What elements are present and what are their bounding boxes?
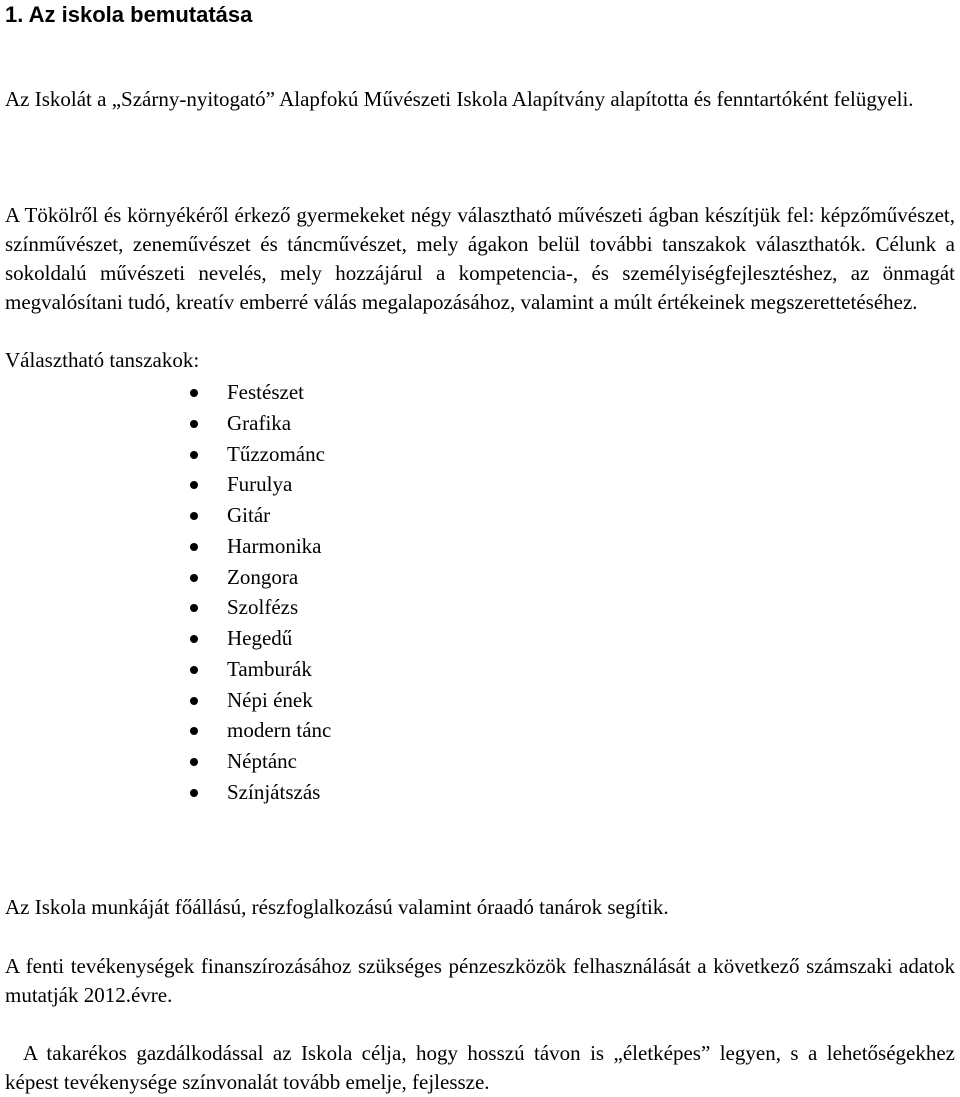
section-heading: 1. Az iskola bemutatása [5,2,253,27]
bullet-icon [190,420,198,428]
bullet-icon [190,543,198,551]
bullet-icon [190,697,198,705]
list-item-label: Népi ének [227,687,313,712]
bullet-icon [190,789,198,797]
bullet-icon [190,666,198,674]
list-item [5,654,605,685]
description-paragraph: A Tökölről és környékéről érkező gyermekeket négy választható művészeti ágban készítjük fel: képzőművészet, színművészet, zeneművészet és táncművészet, mely ágakon belül további tanszakok választhatók. Célunk a sokoldalú művészeti nevelés, mely hozzájárul a kompetencia-, és személyiségfejlesztéshez, az önmagát megvalósítani tudó, kreatív emberré válás megalapozásához, valamint a múlt értékeinek megszerettetéséhez. [5,203,955,314]
bullet-icon [190,758,198,766]
bullet-icon [190,635,198,643]
list-item [5,777,605,808]
bullet-icon [190,451,198,459]
list-item [5,439,605,470]
list-item [5,531,605,562]
list-item-label: Furulya [227,472,293,497]
list-item-label: Harmonika [227,533,322,558]
list-item-label: Néptánc [227,749,297,773]
list-item [5,500,605,531]
list-item [5,685,605,716]
bullet-icon [190,512,198,520]
list-item [5,623,605,654]
list-item-label: Tűzzománc [227,441,325,466]
department-list [5,377,605,808]
list-item-label: Színjátszás [227,779,321,804]
staff-paragraph: Az Iskola munkáját főállású, részfoglalkozású valamint óraadó tanárok segítik. [5,895,669,919]
goal-paragraph: A takarékos gazdálkodással az Iskola célja, hogy hosszú távon is „életképes” legyen, s a lehetőségekhez képest tevékenysége színvonalát tovább emelje, fejlessze. [5,1041,955,1094]
list-item-label: Szolfézs [227,595,299,620]
list-item [5,469,605,500]
bullet-icon [190,481,198,489]
list-item-label: Zongora [227,564,299,589]
list-item-label: Grafika [227,410,292,435]
list-intro: Választható tanszakok: [5,348,200,372]
finance-paragraph: A fenti tevékenységek finanszírozásához szükséges pénzeszközök felhasználását a következő számszaki adatok mutatják 2012.évre. [5,954,955,1007]
list-item [5,592,605,623]
intro-paragraph: Az Iskolát a „Szárny-nyitogató” Alapfokú Művészeti Iskola Alapítvány alapította és fenntartóként felügyeli. [5,87,914,111]
list-item-label: modern tánc [227,718,332,743]
list-item-label: Tamburák [227,656,312,681]
list-item [5,746,605,777]
list-item [5,377,605,408]
list-item [5,408,605,439]
bullet-icon [190,574,198,582]
list-item-label: Festészet [227,380,304,404]
list-item-label: Hegedű [227,626,293,650]
list-item [5,562,605,593]
list-item [5,715,605,746]
bullet-icon [190,727,198,735]
list-item-label: Gitár [227,503,271,527]
bullet-icon [190,604,198,612]
bullet-icon [190,389,198,397]
